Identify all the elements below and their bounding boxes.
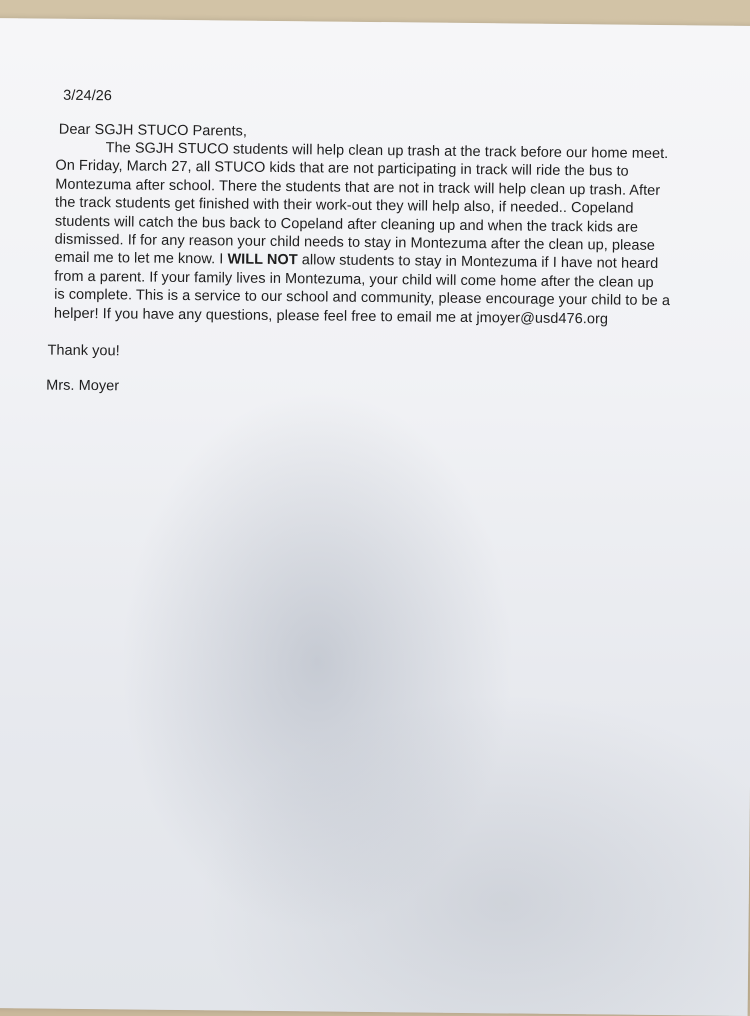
- body-line: helper! If you have any questions, please feel free to email me at jmoyer@usd476.org: [53, 305, 609, 327]
- letter-signature: Mrs. Moyer: [46, 377, 120, 395]
- letter-paper: [0, 18, 750, 1016]
- body-line-part: allow students to stay in Montezuma if I have not heard: [297, 252, 659, 273]
- body-line: students will catch the bus back to Copeland after cleaning up and when the track kids are: [54, 213, 639, 236]
- body-line: On Friday, March 27, all STUCO kids that are not participating in track will ride the bus to: [55, 158, 629, 181]
- body-line-part: email me to let me know. I: [54, 249, 228, 268]
- body-line: Montezuma after school. There the students that are not in track will help clean up trash. After: [55, 176, 661, 199]
- body-line: from a parent. If your family lives in Montezuma, your child will come home after the clean up: [54, 268, 654, 291]
- body-line: The SGJH STUCO students will help clean up trash at the track before our home meet.: [105, 140, 669, 163]
- letter-greeting: Dear SGJH STUCO Parents,: [58, 121, 248, 140]
- body-line: the track students get finished with their work-out they will help also, if needed.. Copeland: [54, 194, 634, 217]
- body-line: is complete. This is a service to our school and community, please encourage your child to be a: [54, 286, 671, 310]
- letter-closing: Thank you!: [47, 342, 120, 360]
- emphasis-will-not: WILL NOT: [227, 251, 298, 269]
- body-line: dismissed. If for any reason your child needs to stay in Montezuma after the clean up, please: [54, 231, 656, 254]
- letter-date: 3/24/26: [63, 87, 113, 105]
- letter-body: [54, 139, 672, 329]
